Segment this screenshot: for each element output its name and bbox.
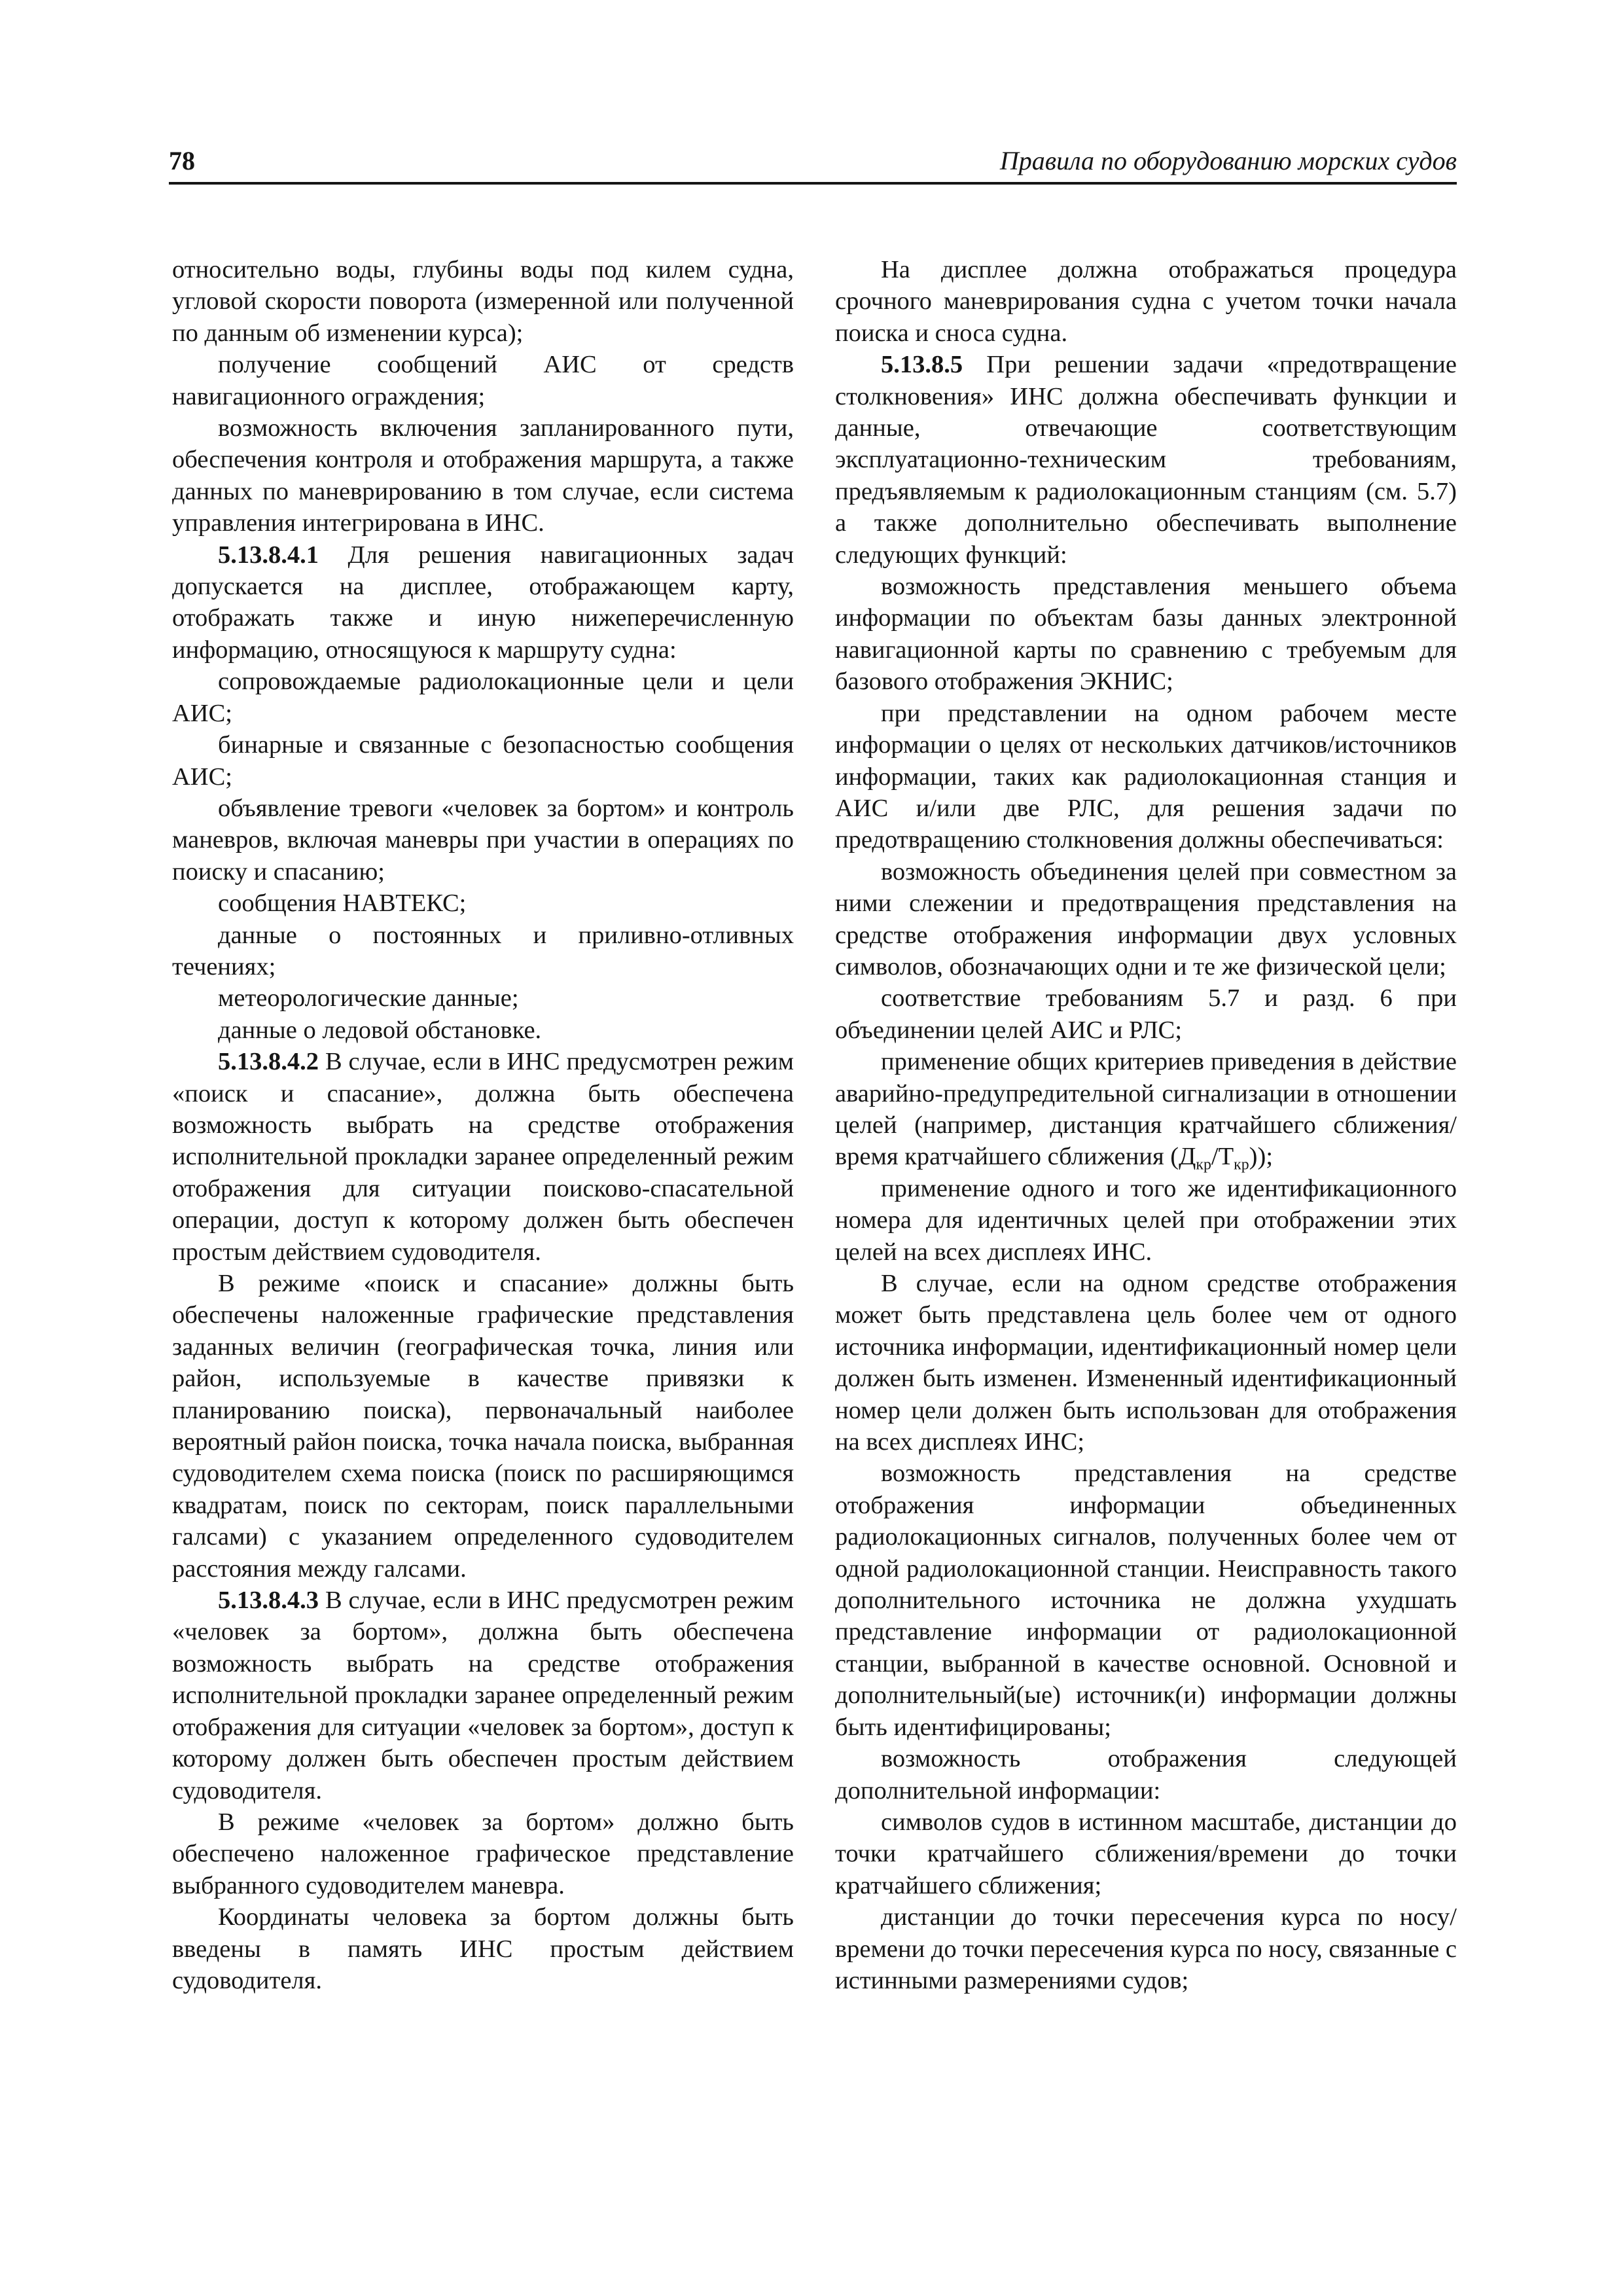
section-paragraph — [172, 539, 794, 666]
paragraph-text: /Т — [1211, 1143, 1234, 1171]
list-item: соответствие требованиям 5.7 и разд. 6 при объединении целей АИС и РЛС; — [835, 984, 1457, 1044]
section-paragraph — [172, 1585, 794, 1806]
paragraph: В режиме «поиск и спасание» должны быть обеспечены наложенные графические представления заданных величин (географическая точка, линия или район, используемые в качестве привязки к планированию поиска), первоначальный наиболее вероятный район поиска, точка начала поиска, выбранная судоводителем схема поиска (поиск по расширяющимся квадратам, поиск по секторам, поиск параллельными галсами) с указанием определенного судоводителем расстояния между галсами. — [172, 1270, 794, 1583]
list-item: символов судов в истинном масштабе, дистанции до точки кратчайшего сближения/времени до точки кратчайшего сближения; — [835, 1808, 1457, 1899]
list-item: при представлении на одном рабочем месте информации о целях от нескольких датчиков/источников информации, таких как радиолокационная станция и АИС и/или две РЛС, для решения задачи по предотвращению столкновения должны обеспечиваться: — [835, 699, 1457, 854]
page-header — [169, 145, 1457, 185]
left-column — [172, 254, 794, 1996]
paragraph: относительно воды, глубины воды под килем судна, угловой скорости поворота (измеренной или полученной по данным об изменении курса); — [172, 256, 794, 347]
paragraph: В режиме «человек за бортом» должно быть обеспечено наложенное графическое представление выбранного судоводителем маневра. — [172, 1808, 794, 1899]
list-item: получение сообщений АИС от средств навигационного ограждения; — [172, 351, 794, 410]
list-item: возможность представления меньшего объема информации по объектам базы данных электронной навигационной карты по сравнению с требуемым для базового отображения ЭКНИС; — [835, 573, 1457, 696]
list-item: сопровождаемые радиолокационные цели и цели АИС; — [172, 668, 794, 727]
paragraph: В случае, если на одном средстве отображения может быть представлена цель более чем от одного источника информации, идентификационный номер цели должен быть изменен. Измененный идентификационный номер цели должен быть использован для отображения на всех дисплеях ИНС; — [835, 1270, 1457, 1456]
list-item — [835, 1046, 1457, 1173]
subscript: кр — [1234, 1157, 1249, 1174]
running-title: Правила по оборудованию морских судов — [999, 146, 1457, 175]
paragraph-text: В случае, если в ИНС предусмотрен режим «человек за бортом», должна быть обеспечена возможность выбрать на средстве отображения исполнительной прокладки заранее определенный режим отображения для ситуации «человек за бортом», доступ к которому должен быть обеспечен простым действием судоводителя. — [172, 1587, 794, 1804]
section-number: 5.13.8.5 — [881, 351, 963, 379]
list-item: объявление тревоги «человек за бортом» и контроль маневров, включая маневры при участии в операциях по поиску и спасанию; — [172, 794, 794, 886]
paragraph: На дисплее должна отображаться процедура срочного маневрирования судна с учетом точки начала поиска и сноса судна. — [835, 256, 1457, 347]
list-item: метеорологические данные; — [218, 984, 519, 1013]
list-item: применение одного и того же идентификационного номера для идентичных целей при отображении этих целей на всех дисплеях ИНС. — [835, 1174, 1457, 1266]
paragraph-text: )); — [1249, 1143, 1274, 1171]
paragraph-text: Для решения навигационных задач допускается на дисплее, отображающем карту, отображать также и иную нижеперечисленную информацию, относящуюся к маршруту судна: — [172, 541, 794, 664]
list-item: возможность представления на средстве отображения информации объединенных радиолокационных сигналов, полученных более чем от одной радиолокационной станции. Неисправность такого дополнительного источника не должна ухудшать представление информации от радиолокационной станции, выбранной в качестве основной. Основной и дополнительный(ые) источник(и) информации должны быть идентифицированы; — [835, 1460, 1457, 1741]
paragraph-text: При решении задачи «предотвращение столкновения» ИНС должна обеспечивать функции и данные, отвечающие соответствующим эксплуатационно-техническим требованиям, предъявляемым к радиолокационным станциям (см. 5.7) а также дополнительно обеспечивать выполнение следующих функций: — [835, 351, 1457, 569]
section-paragraph — [172, 1046, 794, 1268]
section-paragraph — [835, 349, 1457, 571]
section-number: 5.13.8.4.3 — [218, 1587, 319, 1615]
list-item: данные о ледовой обстановке. — [218, 1016, 542, 1044]
paragraph-text: В случае, если в ИНС предусмотрен режим «поиск и спасание», должна быть обеспечена возможность выбрать на средстве отображения исполнительной прокладки заранее определенный режим отображения для ситуации поисково-спасательной операции, доступ к которому должен быть обеспечен простым действием судоводителя. — [172, 1048, 794, 1266]
list-item: возможность отображения следующей дополнительной информации: — [835, 1745, 1457, 1804]
subscript: кр — [1196, 1157, 1211, 1174]
page-number: 78 — [169, 146, 195, 175]
paragraph: Координаты человека за бортом должны быть введены в память ИНС простым действием судоводителя. — [172, 1903, 794, 1994]
section-number: 5.13.8.4.1 — [218, 541, 319, 569]
list-item: бинарные и связанные с безопасностью сообщения АИС; — [172, 731, 794, 791]
list-item: возможность объединения целей при совместном за ними слежении и предотвращения представления на средстве отображения информации двух условных символов, обозначающих одни и те же физической цели; — [835, 857, 1457, 980]
list-item: дистанции до точки пересечения курса по носу/времени до точки пересечения курса по носу, связанные с истинными размерениями судов; — [835, 1903, 1457, 1994]
paragraph-text: применение общих критериев приведения в действие аварийно-предупредительной сигнализации в отношении целей (например, дистанция кратчайшего сближения/время кратчайшего сближения (Д — [835, 1048, 1457, 1171]
list-item: данные о постоянных и приливно-отливных течениях; — [172, 921, 794, 980]
right-column — [835, 254, 1457, 1996]
list-item: возможность включения запланированного пути, обеспечения контроля и отображения маршрута, а также данных по маневрированию в том случае, если система управления интегрирована в ИНС. — [172, 414, 794, 537]
list-item: сообщения НАВТЕКС; — [218, 889, 467, 918]
section-number: 5.13.8.4.2 — [218, 1048, 319, 1076]
